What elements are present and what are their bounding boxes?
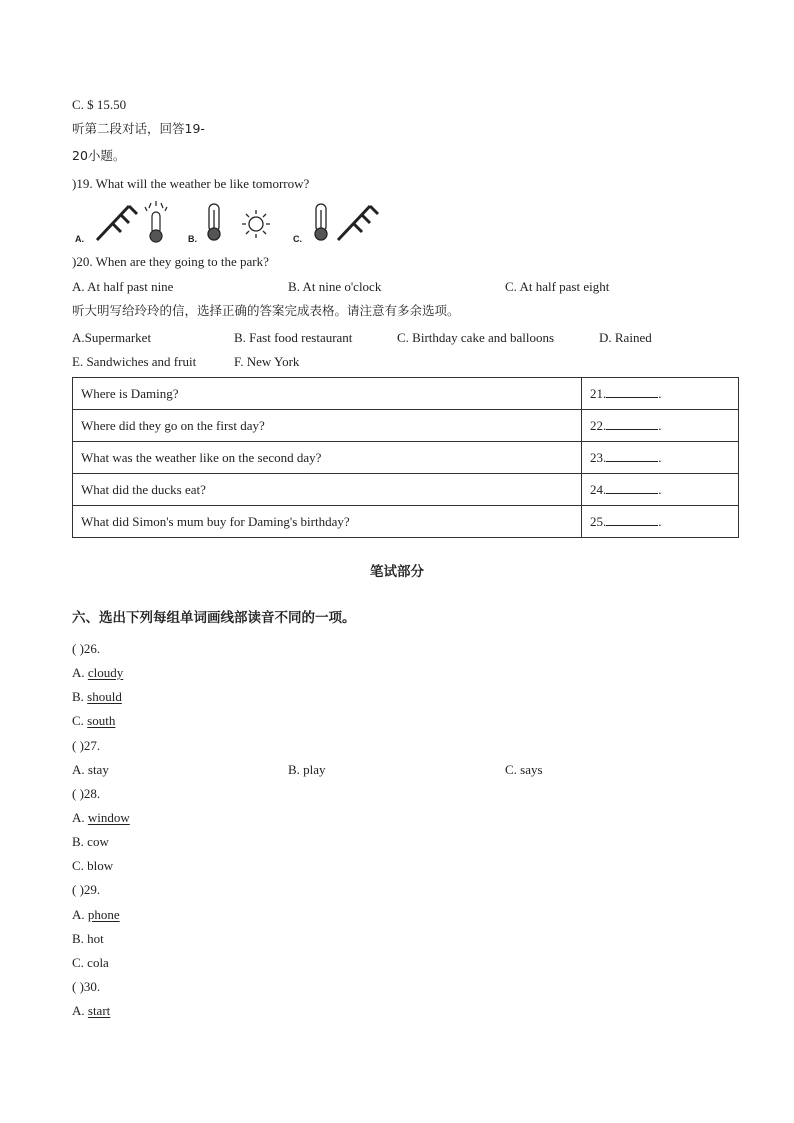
q28-option-c[interactable]: C. blow [72,858,114,873]
table-row [73,410,739,442]
letter-instruction: 听大明写给玲玲的信，选择正确的答案完成表格。请注意有多余选项。 [72,303,460,318]
q19-label-c: C. [293,234,302,244]
q28-option-b[interactable]: B. cow [72,834,109,849]
q29-option-a[interactable]: A. phone [72,907,120,922]
table-answer-cell[interactable]: 22. . [582,410,739,442]
question-28-number: ( )28. [72,786,101,801]
q26-option-c[interactable]: C. south [72,713,116,728]
answer-blank[interactable] [606,450,658,462]
answer-number: 22. [590,417,607,433]
answer-number: 23. [590,449,607,465]
q27-option-c[interactable]: C. says [505,762,543,777]
sun-icon [242,210,270,238]
answer-number: 25. [590,513,607,529]
letter-option-e: E. Sandwiches and fruit [72,354,197,369]
q20-option-c: C. At half past eight [505,279,610,294]
underlined-word: window [87,810,130,825]
q26-option-a[interactable]: A. cloudy [72,665,124,680]
table-question: What was the weather like on the second day? [73,442,582,474]
underlined-word: cloudy [87,665,124,680]
question-19: )19. What will the weather be like tomorrow? [72,176,310,191]
listening-instruction-part2-a: 听第二段对话，回答19- [72,121,205,136]
underlined-word: phone [87,907,120,922]
q27-option-a[interactable]: A. stay [72,762,109,777]
question-29-number: ( )29. [72,882,101,897]
thermometer-icon [315,204,327,240]
q27-option-b[interactable]: B. play [288,762,326,777]
q29-option-c[interactable]: C. cola [72,955,109,970]
q20-option-b: B. At nine o'clock [288,279,382,294]
q29-option-b[interactable]: B. hot [72,931,104,946]
table-row [73,442,739,474]
letter-option-d: D. Rained [599,330,652,345]
q19-option-b-image [203,200,278,244]
option-c-price: C. $ 15.50 [72,97,127,112]
wind-icon [338,206,378,240]
q26-option-b[interactable]: B. should [72,689,122,704]
letter-option-b: B. Fast food restaurant [234,330,353,345]
section-6-title: 六、选出下列每组单词画线部读音不同的一项。 [72,610,356,626]
q19-label-b: B. [188,234,197,244]
answer-table [72,377,739,538]
table-question: Where did they go on the first day? [73,410,582,442]
table-answer-cell[interactable]: 21. . [582,378,739,410]
letter-option-a: A.Supermarket [72,330,152,345]
table-question: Where is Daming? [73,378,582,410]
answer-blank[interactable] [606,418,658,430]
hot-thermometer-icon [145,201,167,242]
table-question: What did Simon's mum buy for Daming's birthday? [73,506,582,538]
question-20: )20. When are they going to the park? [72,254,269,269]
table-answer-cell[interactable]: 25. . [582,506,739,538]
answer-blank[interactable] [606,386,658,398]
underlined-word: start [87,1003,111,1018]
table-answer-cell[interactable]: 23. . [582,442,739,474]
question-26-number: ( )26. [72,641,101,656]
thermometer-icon [208,204,220,240]
question-27-number: ( )27. [72,738,101,753]
listening-instruction-part2-b: 20小题。 [72,148,126,163]
table-answer-cell[interactable]: 24. . [582,474,739,506]
q19-label-a: A. [75,234,84,244]
table-row [73,506,739,538]
letter-option-c: C. Birthday cake and balloons [397,330,555,345]
table-row [73,474,739,506]
answer-number: 24. [590,481,607,497]
written-section-title: 笔试部分 [370,564,424,580]
q28-option-a[interactable]: A. window [72,810,130,825]
q19-option-c-image [310,200,385,244]
table-row [73,378,739,410]
question-30-number: ( )30. [72,979,101,994]
q20-option-a: A. At half past nine [72,279,174,294]
answer-blank[interactable] [606,482,658,494]
q30-option-a[interactable]: A. start [72,1003,111,1018]
underlined-word: south [87,713,116,728]
wind-icon [97,206,137,240]
answer-number: 21. [590,385,607,401]
q19-option-a-image [93,200,173,244]
underlined-word: should [87,689,122,704]
answer-blank[interactable] [606,514,658,526]
table-question: What did the ducks eat? [73,474,582,506]
letter-option-f: F. New York [234,354,300,369]
